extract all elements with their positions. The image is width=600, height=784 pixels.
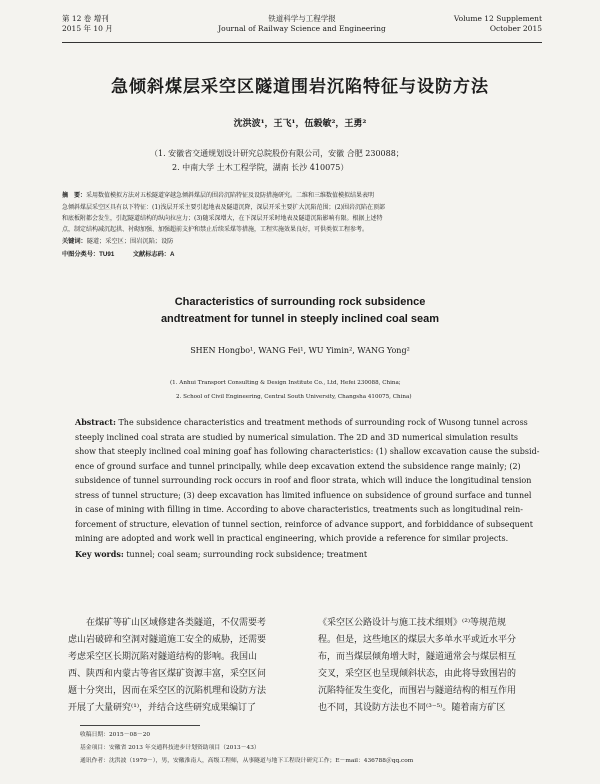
body-line: 也不同，其设防方法也不同⁽³⁻⁵⁾。随着南方矿区 (318, 703, 506, 713)
body-column-left (68, 615, 308, 717)
body-line: 程。但是，这些地区的煤层大多单水平或近水平分 (318, 635, 517, 645)
authors-cn: 沈洪波¹，王飞¹，伍毅敏²，王勇² (233, 119, 367, 129)
body-line: 《采空区公路设计与施工技术细则》⁽²⁾等规范规 (318, 618, 507, 628)
abstract-en-line: steeply inclined coal strata are studied by numerical simulation. The 2D and 3D numerical simulation results (75, 432, 519, 442)
body-line: 沉陷特征发生变化，而围岩与隧道结构的相互作用 (318, 686, 517, 696)
affiliation-cn-1: （1. 安徽省交通规划设计研究总院股份有限公司，安徽 合肥 230088； (150, 149, 404, 158)
affiliation-cn-2: 2. 中南大学 土木工程学院，湖南 长沙 410075） (172, 163, 349, 172)
abstract-cn-label: 摘 要： (62, 193, 87, 199)
abstract-cn-line: 点，制定结构减沉起拱、衬砌加强、加强超前支护和禁止后续采煤等措施，工程实施效果良好，可供类似工程参考。 (62, 226, 369, 233)
paper-title-en-line1: Characteristics of surrounding rock subsidence (174, 296, 426, 308)
keywords-en-label: Key words: (75, 548, 124, 559)
classification-code: 中图分类号：TU91 文献标志码：A (62, 251, 175, 258)
abstract-cn-line: 急倾斜煤层采空区具有以下特征：(1)浅层开采主要引起地表及隧道沉降，深层开采主要扩大沉陷范围；(2)围岩沉陷在顶部 (62, 204, 386, 211)
footnote-received: 收稿日期：2015－08－20 (80, 732, 151, 738)
body-line: 考虑采空区长期沉陷对隧道结构的影响。我国山 (68, 652, 258, 662)
abstract-cn (62, 190, 542, 235)
journal-name-cn: 铁道科学与工程学报 (268, 14, 336, 23)
body-line: 布，而当煤层倾角增大时，隧道通常会与煤层相互 (318, 652, 517, 662)
body-line: 交叉，采空区也呈现倾斜状态，由此将导致围岩的 (318, 669, 517, 679)
paper-title-en-line2: andtreatment for tunnel in steeply inclined coal seam (160, 313, 440, 325)
keywords-en (75, 547, 540, 563)
body-line: 在煤矿等矿山区域修建各类隧道，不仅需要考 (68, 618, 267, 628)
abstract-en-line: ence of ground surface and tunnel principally, while deep excavation extend the subsidence range mainly; (2) (75, 461, 521, 471)
authors-en: SHEN Hongbo¹, WANG Fei¹, WU Yimin², WANG Yong² (190, 346, 410, 355)
keywords-cn (62, 236, 542, 247)
abstract-en-line: show that steeply inclined coal mining goaf has following characteristics: (1) shallow excavation cause the subsid- (75, 447, 540, 456)
body-line: 开展了大量研究⁽¹⁾，并结合这些研究成果编订了 (68, 703, 257, 713)
keywords-cn-text: 隧道；采空区；围岩沉陷；设防 (86, 238, 174, 245)
affiliation-en-2: 2. School of Civil Engineering, Central South University, Changsha 410075, China) (176, 394, 412, 400)
volume-supplement: Volume 12 Supplement (453, 14, 542, 23)
body-line: 题十分突出，因而在采空区的沉陷机理和设防方法 (68, 686, 267, 696)
footnote-author: 通讯作者：沈洪波（1979－），男，安徽淮南人，高级工程师，从事隧道与地下工程设计研究工作；E－mail：436788＠qq.com (80, 758, 414, 764)
abstract-en-line: stress of tunnel structure; (3) deep excavation has limited influence on subsidence of ground surface and tunnel (75, 490, 532, 500)
abstract-cn-line: 和底板附都会发生，引起隧道结构的纵向拉应力；(3)随采深增大，在下深层开采时地表及隧道沉陷影响有限。根据上述特 (62, 215, 383, 222)
issue-date-cn: 2015 年 10 月 (62, 24, 113, 33)
keywords-en-text: tunnel; coal seam; surrounding rock subsidence; treatment (126, 549, 368, 559)
abstract-en-line: subsidence of tunnel surrounding rock occurs in roof and floor strata, which will induce the longitudinal tension (75, 476, 532, 485)
abstract-en-line: mining are adopted and work well in practical engineering, which provide a reference for similar projects. (75, 534, 509, 543)
abstract-cn-line: 摘 要：采用数值模拟方法对五松隧道穿越急倾斜煤层的围岩沉陷特征及设防措施研究。二维和三维数值模拟结果表明 (62, 192, 375, 199)
footnote-divider (80, 725, 200, 726)
abstract-en-line: forcement of structure, elevation of tunnel section, reinforce of advance support, and forbiddance of subsequent (75, 519, 533, 529)
keywords-cn-label: 关键词： (62, 238, 87, 245)
body-line: 西、陕西和内蒙古等省区煤矿资源丰富，采空区问 (68, 669, 267, 679)
running-header (62, 14, 542, 43)
issue-date-en: October 2015 (489, 24, 542, 33)
abstract-en-line: Abstract: The subsidence characteristics and treatment methods of surrounding rock of Wusong tunnel across (75, 417, 528, 427)
abstract-en-line: in case of mining with filling in time. According to above characteristics, treatments such as longitudinal rein- (75, 505, 523, 514)
abstract-en-label: Abstract: (75, 417, 116, 427)
volume-issue: 第 12 卷 增刊 (62, 14, 109, 23)
body-line: 虑山岩破碎和空洞对隧道施工安全的威胁，还需要 (68, 635, 267, 645)
abstract-en (75, 415, 540, 562)
footnote-funding: 基金项目：安徽省 2013 年交通科技进步计划资助项目（2013－43） (80, 745, 260, 751)
body-column-right (318, 615, 546, 717)
journal-name-en: Journal of Railway Science and Engineering (218, 24, 386, 33)
affiliation-en-1: (1. Anhui Transport Consulting & Design Institute Co., Ltd, Hefei 230088, China; (170, 380, 401, 386)
paper-title-cn: 急倾斜煤层采空区隧道围岩沉陷特征与设防方法 (111, 77, 489, 96)
